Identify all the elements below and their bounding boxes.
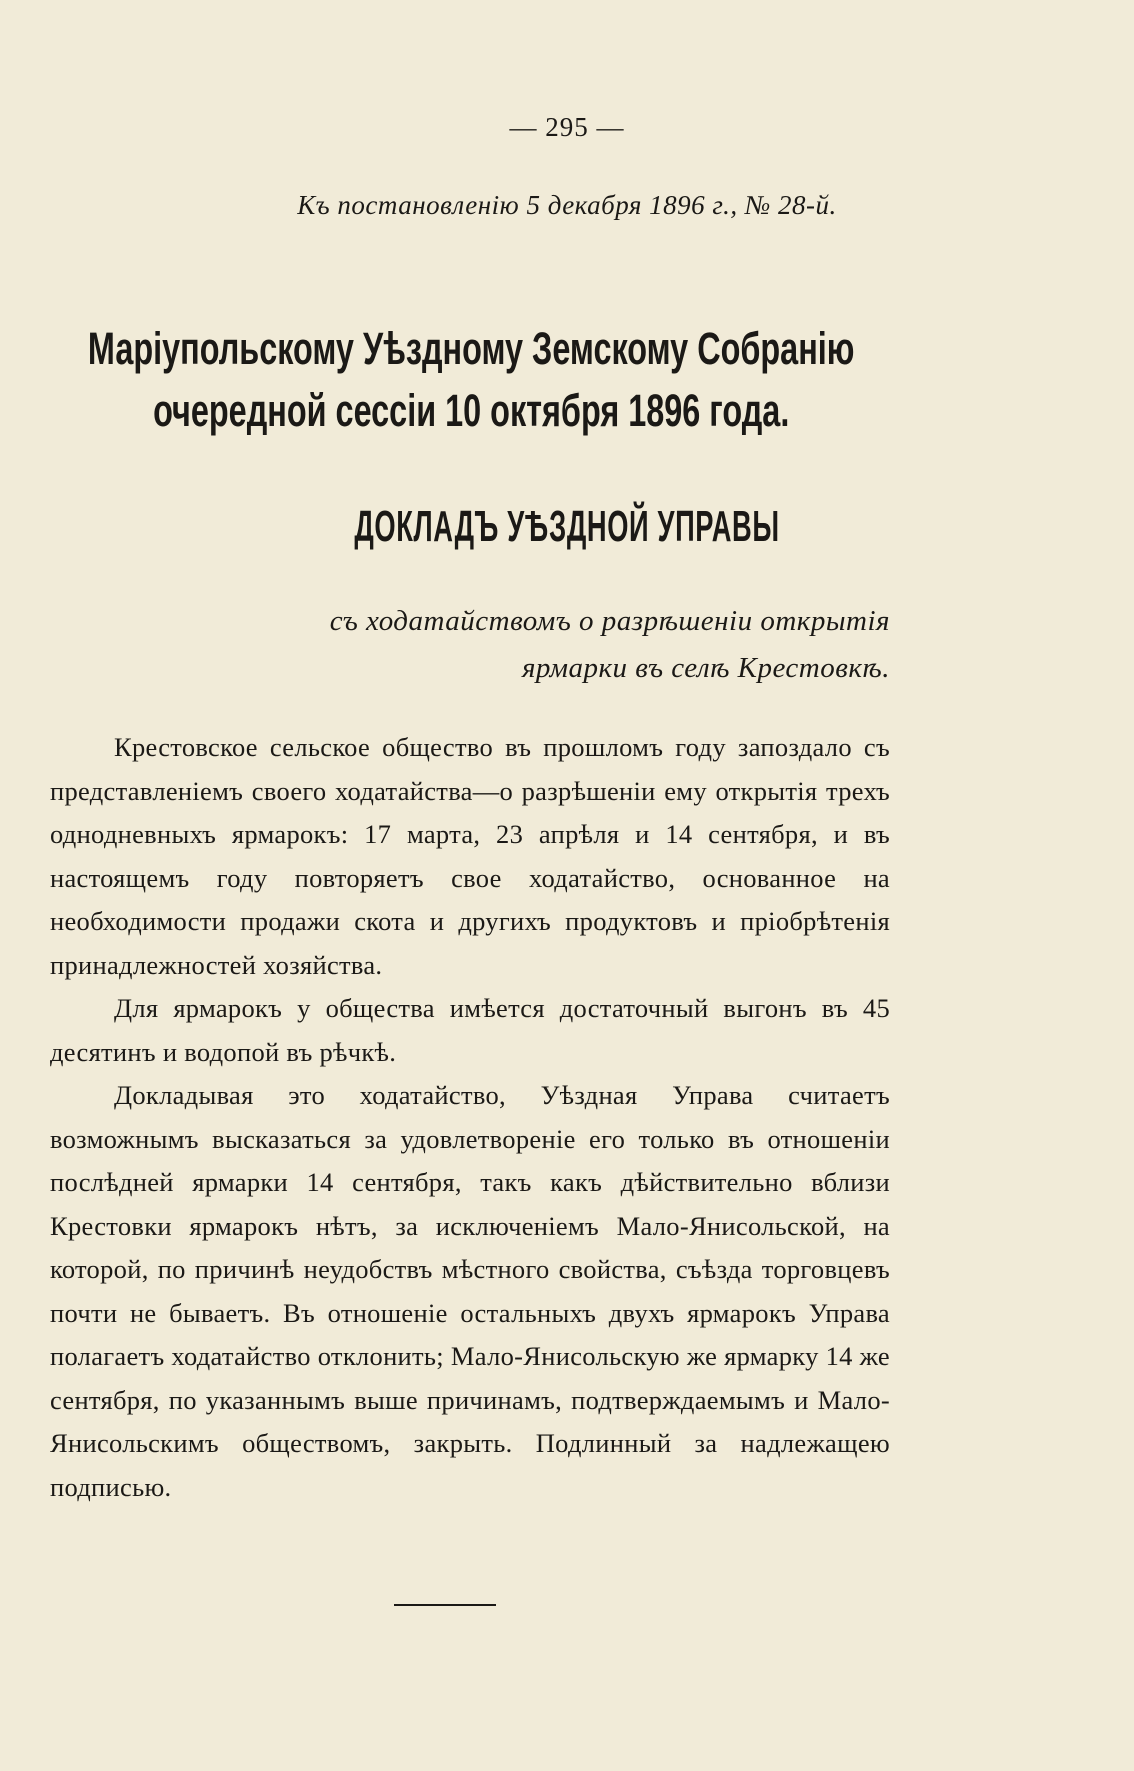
- report-subtitle: съ ходатайствомъ о разрѣшеніи открытія ярмарки въ селѣ Крестовкѣ.: [329, 605, 890, 684]
- report-body: [50, 726, 890, 1509]
- paragraph: Для ярмарокъ у общества имѣется достаточный выгонъ въ 45 десятинъ и водопой въ рѣчкѣ.: [50, 993, 890, 1067]
- report-title: [0, 502, 1134, 552]
- paragraph: Докладывая это ходатайство, Уѣздная Управа считаетъ возможнымъ высказаться за удовлетвореніе его только въ отношеніи послѣдней ярмарки 14 сентября, такъ какъ дѣйствительно вблизи Крестовки ярмарокъ нѣтъ, за исключеніемъ Мало-Янисольской, на которой, по причинѣ неудобствъ мѣстного свойства, съѣзда торговцевъ почти не бываетъ. Въ отношеніе остальныхъ двухъ ярмарокъ Управа полагаетъ ходатайство отклонить; Мало-Янисольскую же ярмарку 14 же сентября, по указаннымъ выше причинамъ, подтверждаемымъ и Мало-Янисольскимъ обществомъ, закрыть. Подлинный за надлежащею подписью.: [50, 1080, 890, 1502]
- closing-rule: [394, 1604, 496, 1606]
- page-number: — 295 —: [509, 112, 625, 142]
- resolution-reference: Къ постановленію 5 декабря 1896 г., № 28-й.: [297, 190, 837, 220]
- paragraph: Крестовское сельское общество въ прошломъ году запоздало съ представленіемъ своего ходатайства—о разрѣшеніи ему открытія трехъ однодневныхъ ярмарокъ: 17 марта, 23 апрѣля и 14 сентября, и въ настоящемъ году повторяетъ свое ходатайство, основанное на необходимости продажи скота и другихъ продуктовъ и пріобрѣтенія принадлежностей хозяйства.: [50, 732, 890, 980]
- addressee-heading: Маріупольскому Уѣздному Земскому Собранію очередной сессіи 10 октября 1896 года.: [87, 323, 855, 436]
- report-title-text: ДОКЛАДЪ УѢЗДНОЙ УПРАВЫ: [354, 502, 780, 551]
